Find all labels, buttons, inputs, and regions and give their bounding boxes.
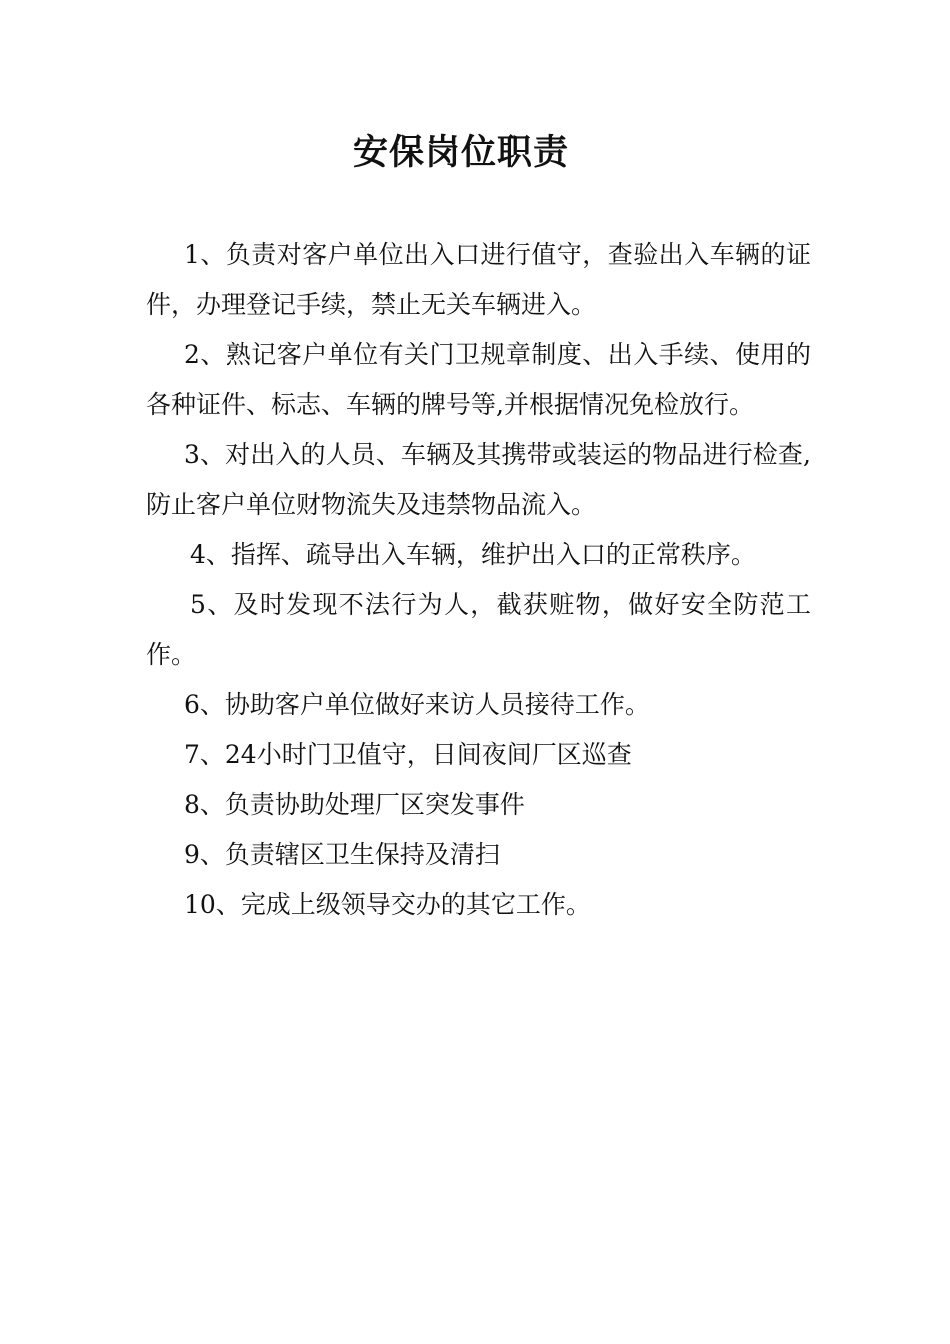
- duty-item-9: 9、负责辖区卫生保持及清扫: [184, 840, 500, 869]
- duty-item-5: 5、及时发现不法行为人，截获赃物，做好安全防范工作。: [146, 590, 811, 669]
- document-title: 安保岗位职责: [352, 132, 569, 173]
- document-body: [146, 230, 811, 930]
- duty-item-2: 2、熟记客户单位有关门卫规章制度、出入手续、使用的各种证件、标志、车辆的牌号等,并根据情况免检放行。: [146, 340, 811, 419]
- duty-item-4: 4、指挥、疏导出入车辆，维护出入口的正常秩序。: [190, 540, 756, 569]
- duty-item-1: 1、负责对客户单位出入口进行值守，查验出入车辆的证件，办理登记手续，禁止无关车辆进入。: [146, 240, 811, 319]
- duty-item-3: 3、对出入的人员、车辆及其携带或装运的物品进行检查,防止客户单位财物流失及违禁物品流入。: [146, 440, 811, 519]
- duty-item-6: 6、协助客户单位做好来访人员接待工作。: [184, 690, 650, 719]
- duty-item-7: 7、24小时门卫值守，日间夜间厂区巡查: [184, 740, 632, 769]
- duty-item-10: 10、完成上级领导交办的其它工作。: [184, 890, 591, 919]
- duty-item-8: 8、负责协助处理厂区突发事件: [184, 790, 525, 819]
